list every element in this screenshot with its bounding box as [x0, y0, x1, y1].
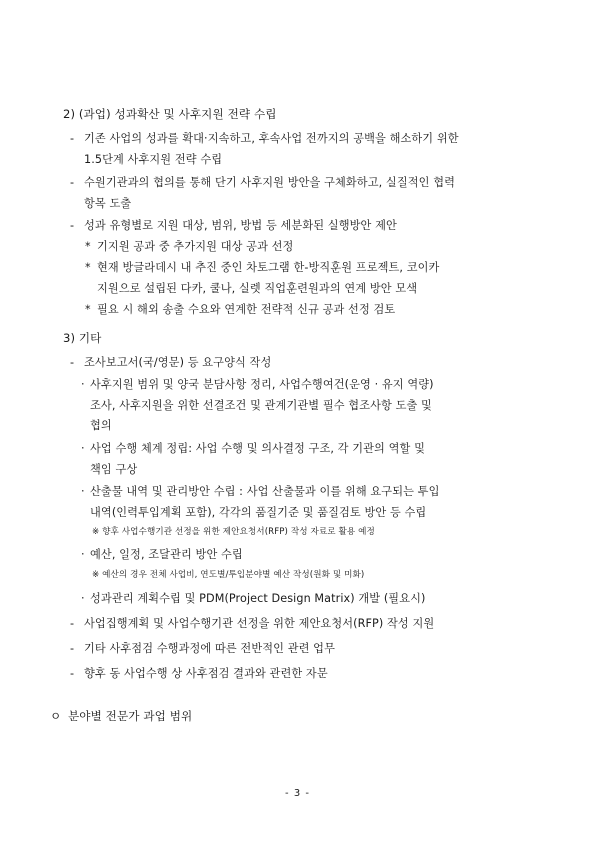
next-section-title: 분야별 전문가 과업 범위	[68, 709, 193, 723]
section-2-item-2-line-1: 수원기관과의 협의를 통해 단기 사후지원 방안을 구체화하고, 실질적인 협력	[84, 176, 456, 189]
section-3-bullet-2-line-2: 책임 구상	[90, 463, 138, 476]
bullet-mark: ·	[81, 485, 85, 498]
bullet-mark: ·	[81, 548, 85, 561]
rfp-note: ※ 향후 사업수행기관 선정을 위한 제안요청서(RFP) 작성 자료로 활용 예정	[92, 527, 375, 537]
section-3-bullet-1-line-2: 조사, 사후지원을 위한 선결조건 및 관계기관별 필수 협조사항 도출 및	[90, 399, 432, 412]
section-3-bullet-4-line-1: 예산, 일정, 조달관리 방안 수립	[90, 548, 243, 561]
asterisk-mark: *	[85, 261, 91, 274]
budget-note: ※ 예산의 경우 전체 사업비, 연도별/투입분야별 예산 작성(원화 및 미화)	[92, 570, 365, 580]
page-number: - 3 -	[285, 788, 310, 799]
section-2-subitem-1-line-1: 기지원 공과 중 추가지원 대상 공과 선정	[97, 240, 294, 253]
section-3-first-item: 조사보고서(국/영문) 등 요구양식 작성	[84, 356, 272, 369]
section-2-subitem-2-line-1: 현재 방글라데시 내 추진 중인 차토그램 한-방직훈원 프로젝트, 코이카	[97, 261, 440, 274]
asterisk-mark: *	[85, 303, 91, 316]
bullet-mark: ·	[81, 378, 85, 391]
section-3-trailing-3: 향후 동 사업수행 상 사후점검 결과와 관련한 자문	[84, 667, 328, 680]
dash-mark: -	[70, 617, 75, 630]
section-3-heading: 3) 기타	[63, 331, 102, 345]
dash-mark: -	[70, 667, 75, 680]
section-3-trailing-2: 기타 사후점검 수행과정에 따른 전반적인 관련 업무	[84, 642, 335, 655]
section-2-heading: 2) (과업) 성과확산 및 사후지원 전략 수립	[63, 107, 277, 121]
bullet-mark: ·	[81, 592, 85, 605]
dash-mark: -	[70, 219, 75, 232]
section-3-bullet-3-line-2: 내역(인력투입계획 포함), 각각의 품질기준 및 품질검토 방안 등 수립	[90, 506, 427, 519]
section-3-bullet-5-line-1: 성과관리 계획수립 및 PDM(Project Design Matrix) 개발 (필요시)	[90, 592, 426, 605]
bullet-mark: ·	[81, 442, 85, 455]
section-2-item-3-line-1: 성과 유형별로 지원 대상, 범위, 방법 등 세분화된 실행방안 제안	[84, 219, 397, 232]
section-2-subitem-3-line-1: 필요 시 해외 송출 수요와 연계한 전략적 신규 공과 선정 검토	[97, 303, 396, 316]
section-2-item-2-line-2: 항목 도출	[84, 197, 132, 210]
section-2-item-1-line-1: 기존 사업의 성과를 확대·지속하고, 후속사업 전까지의 공백을 해소하기 위한	[84, 132, 459, 145]
section-3-bullet-1-line-1: 사후지원 범위 및 양국 분담사항 정리, 사업수행여건(운영 · 유지 역량)	[90, 378, 434, 391]
circle-bullet-mark: ㅇ	[50, 709, 62, 723]
dash-mark: -	[70, 176, 75, 189]
asterisk-mark: *	[85, 240, 91, 253]
section-3-bullet-2-line-1: 사업 수행 체계 정립: 사업 수행 및 의사결정 구조, 각 기관의 역할 및	[90, 442, 425, 455]
section-2-subitem-2-line-2: 지원으로 설립된 다카, 쿨나, 실렛 직업훈련원과의 연계 방안 모색	[97, 282, 418, 295]
dash-mark: -	[70, 642, 75, 655]
section-3-bullet-1-line-3: 협의	[90, 419, 112, 432]
section-3-bullet-3-line-1: 산출물 내역 및 관리방안 수립 : 사업 산출물과 이를 위해 요구되는 투입	[90, 485, 440, 498]
section-3-trailing-1: 사업집행계획 및 사업수행기관 선정을 위한 제안요청서(RFP) 작성 지원	[84, 617, 435, 630]
section-2-item-1-line-2: 1.5단계 사후지원 전략 수립	[84, 153, 223, 166]
dash-mark: -	[70, 132, 75, 145]
dash-mark: -	[70, 356, 75, 369]
